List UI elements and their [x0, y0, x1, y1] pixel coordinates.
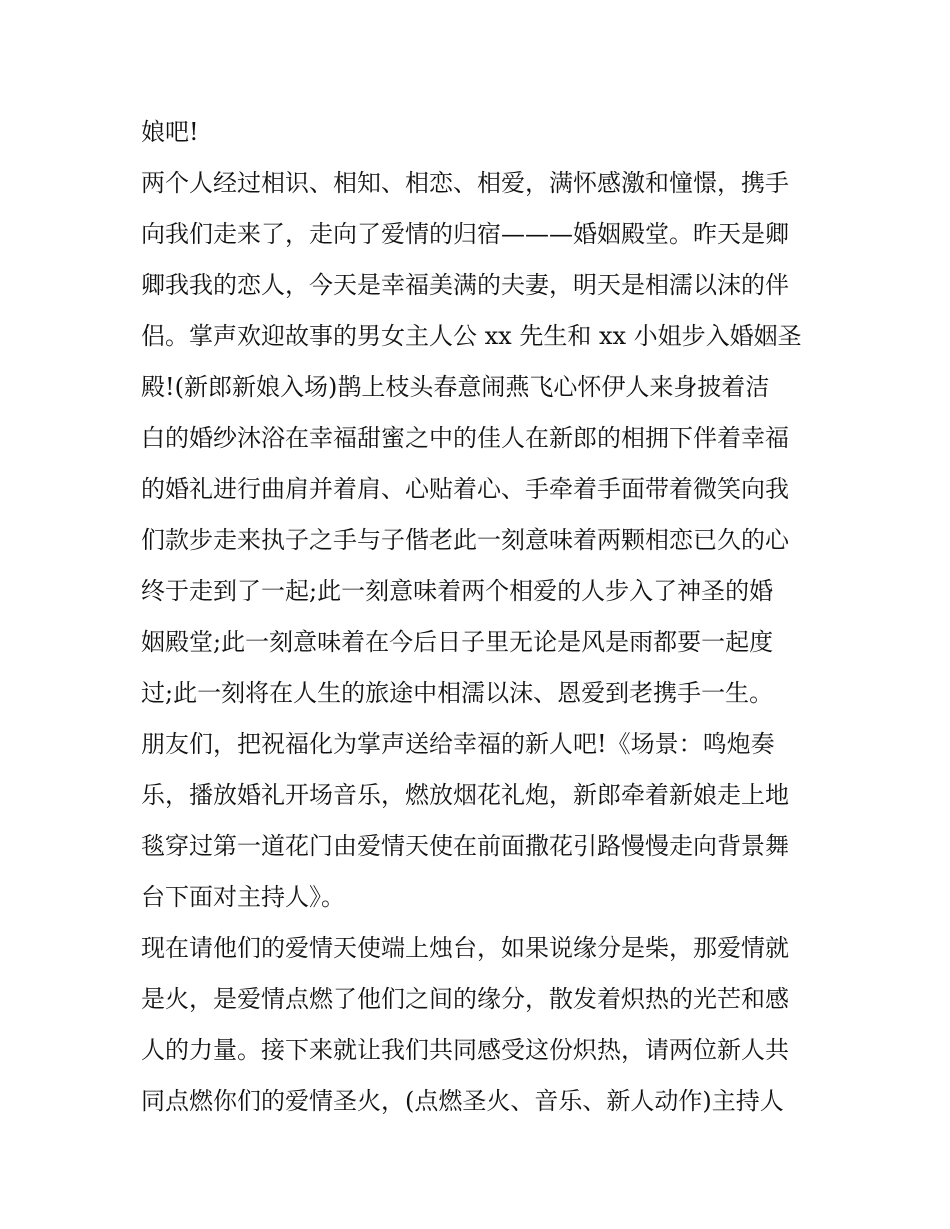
text-line: 向我们走来了，走向了爱情的归宿———婚姻殿堂。昨天是卿: [141, 220, 789, 248]
text-line: 卿我我的恋人，今天是幸福美满的夫妻，明天是相濡以沫的伴: [141, 271, 789, 299]
text-line: 同点燃你们的爱情圣火，(点燃圣火、音乐、新人动作)主持人: [141, 1087, 784, 1115]
text-line: 朋友们，把祝福化为掌声送给幸福的新人吧!《场景：鸣炮奏: [141, 730, 775, 758]
text-line: 人的力量。接下来就让我们共同感受这份炽热，请两位新人共: [141, 1036, 789, 1064]
paragraph-1: [141, 107, 821, 158]
paragraph-3: [141, 923, 821, 1127]
text-line: 侣。掌声欢迎故事的男女主人公 xx 先生和 xx 小姐步入婚姻圣: [141, 322, 802, 350]
text-line: 终于走到了一起;此一刻意味着两个相爱的人步入了神圣的婚: [141, 577, 774, 605]
text-line: 姻殿堂;此一刻意味着在今后日子里无论是风是雨都要一起度: [141, 628, 774, 656]
text-line: 台下面对主持人》。: [141, 883, 345, 911]
text-line: 是火，是爱情点燃了他们之间的缘分，散发着炽热的光芒和感: [141, 985, 789, 1013]
text-line: 殿!(新郎新娘入场)鹊上枝头春意闹燕飞心怀伊人来身披着洁: [141, 373, 770, 401]
text-line: 们款步走来执子之手与子偕老此一刻意味着两颗相恋已久的心: [141, 526, 789, 554]
text-line: 现在请他们的爱情天使端上烛台，如果说缘分是柴，那爱情就: [141, 934, 789, 962]
text-line: 过;此一刻将在人生的旅途中相濡以沫、恩爱到老携手一生。: [141, 679, 774, 707]
document-body: [141, 107, 821, 1127]
text-line: 乐，播放婚礼开场音乐，燃放烟花礼炮，新郎牵着新娘走上地: [141, 781, 789, 809]
text-line: 娘吧!: [141, 118, 199, 146]
text-line: 毯穿过第一道花门由爱情天使在前面撒花引路慢慢走向背景舞: [141, 832, 789, 860]
paragraph-2: [141, 158, 821, 923]
text-line: 两个人经过相识、相知、相恋、相爱，满怀感激和憧憬，携手: [141, 169, 789, 197]
text-line: 的婚礼进行曲肩并着肩、心贴着心、手牵着手面带着微笑向我: [141, 475, 789, 503]
text-line: 白的婚纱沐浴在幸福甜蜜之中的佳人在新郎的相拥下伴着幸福: [141, 424, 789, 452]
